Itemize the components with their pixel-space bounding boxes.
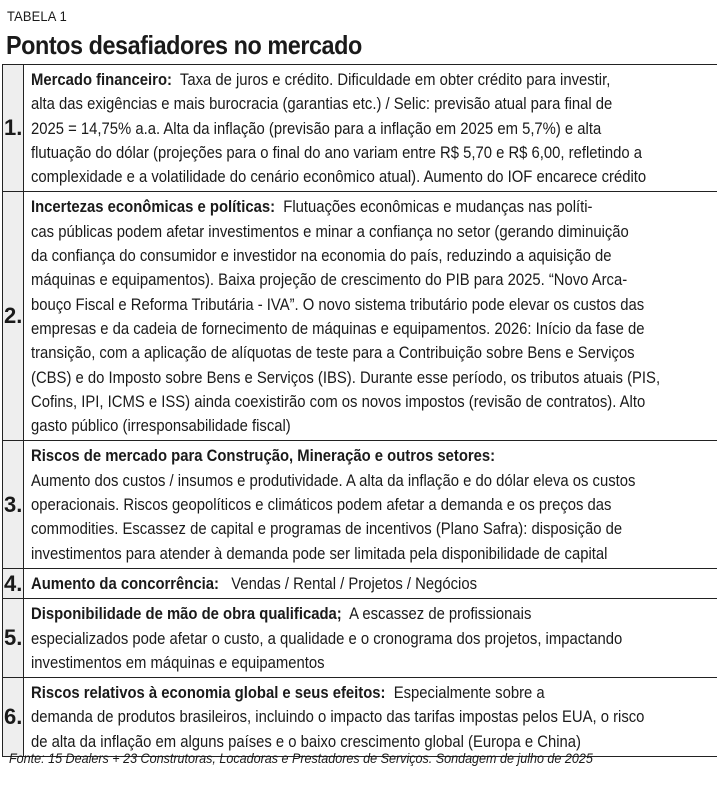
row-content (24, 441, 717, 568)
row-heading: Incertezas econômicas e políticas: (31, 198, 276, 217)
row-heading: Disponibilidade de mão de obra qualificada; (31, 605, 343, 624)
table-row (3, 65, 717, 192)
row-number: 4. (3, 568, 24, 598)
row-text-line: especializados pode afetar o custo, a qualidade e o cronograma dos projetos, impactando (31, 629, 623, 648)
row-text-line: Especialmente sobre a (394, 684, 545, 703)
row-text-line: flutuação do dólar (projeções para o final do ano variam entre R$ 5,70 e R$ 6,00, refletindo a (31, 143, 643, 162)
challenges-table (2, 64, 717, 757)
source-note: Fonte: 15 Dealers + 23 Construtoras, Locadoras e Prestadores de Serviços. Sondagem de julho de 2025 (9, 751, 593, 766)
row-text-line: operacionais. Riscos geopolíticos e climáticos podem afetar a demanda e os preços das (31, 496, 612, 515)
row-text-line: transição, com a aplicação de alíquotas de teste para a Contribuição sobre Bens e Serviços (31, 344, 635, 363)
row-content (24, 568, 717, 598)
table-title: Pontos desafiadores no mercado (6, 30, 362, 60)
row-text-line: cas públicas podem afetar investimentos e minar a confiança no setor (gerando diminuição (31, 222, 630, 241)
row-text-line: Vendas / Rental / Projetos / Negócios (231, 574, 478, 593)
row-text-line: empresas e da cadeia de fornecimento de máquinas e equipamentos. 2026: Início da fase de (31, 319, 645, 338)
row-number: 1. (3, 65, 24, 192)
row-content (24, 65, 717, 192)
table-label: TABELA 1 (7, 8, 67, 24)
row-number: 5. (3, 599, 24, 678)
row-text-line: Aumento dos custos / insumos e produtividade. A alta da inflação e do dólar eleva os custos (31, 471, 636, 490)
table-row (3, 678, 717, 757)
row-text-line: máquinas e equipamentos). Baixa projeção de crescimento do PIB para 2025. “Novo Arca- (31, 271, 628, 290)
table-row (3, 441, 717, 568)
row-text-line: Cofins, IPI, ICMS e ISS) ainda coexistirão com os novos impostos (revisão de contratos). Alto (31, 392, 646, 411)
row-heading: Mercado financeiro: (31, 71, 173, 89)
table-row (3, 192, 717, 441)
row-number: 6. (3, 678, 24, 757)
row-text-line: Flutuações econômicas e mudanças nas políti- (283, 198, 593, 217)
row-text-line: de alta da inflação em alguns países e o baixo crescimento global (Europa e China) (31, 732, 582, 751)
row-text-line: bouço Fiscal e Reforma Tributária - IVA”. O novo sistema tributário pode elevar os custos das (31, 295, 645, 314)
row-heading: Riscos de mercado para Construção, Mineração e outros setores: (31, 447, 496, 466)
row-text-line: gasto público (irresponsabilidade fiscal) (31, 417, 292, 436)
row-text-line: demanda de produtos brasileiros, incluindo o impacto das tarifas impostas pelos EUA, o risco (31, 708, 645, 727)
row-text-line: Taxa de juros e crédito. Dificuldade em obter crédito para investir, (180, 71, 611, 89)
row-number: 2. (3, 192, 24, 441)
row-content (24, 192, 717, 441)
row-text-line: commodities. Escassez de capital e programas de incentivos (Plano Safra): disposição de (31, 520, 623, 539)
row-content (24, 678, 717, 757)
row-text-line: investimentos para atender à demanda pode ser limitada pela disponibilidade de capital (31, 544, 608, 563)
row-heading: Riscos relativos à economia global e seus efeitos: (31, 684, 386, 703)
row-text-line: (CBS) e do Imposto sobre Bens e Serviços (IBS). Durante esse período, os tributos atuais (PIS, (31, 368, 661, 387)
row-text-line: 2025 = 14,75% a.a. Alta da inflação (previsão para a inflação em 2025 em 5,7%) e alta (31, 119, 602, 138)
table-row (3, 599, 717, 678)
row-text-line: da confiança do consumidor e investidor na economia do país, reduzindo a aquisição de (31, 247, 612, 266)
table-row (3, 568, 717, 598)
row-text-line: complexidade e a volatilidade do cenário econômico atual). Aumento do IOF encarece crédito (31, 168, 647, 187)
row-text-line: alta das exigências e mais burocracia (garantias etc.) / Selic: previsão atual para final de (31, 95, 613, 114)
row-text-line: A escassez de profissionais (349, 605, 532, 624)
row-text-line: investimentos em máquinas e equipamentos (31, 653, 325, 672)
row-content (24, 599, 717, 678)
row-number: 3. (3, 441, 24, 568)
row-heading: Aumento da concorrência: (31, 574, 220, 593)
